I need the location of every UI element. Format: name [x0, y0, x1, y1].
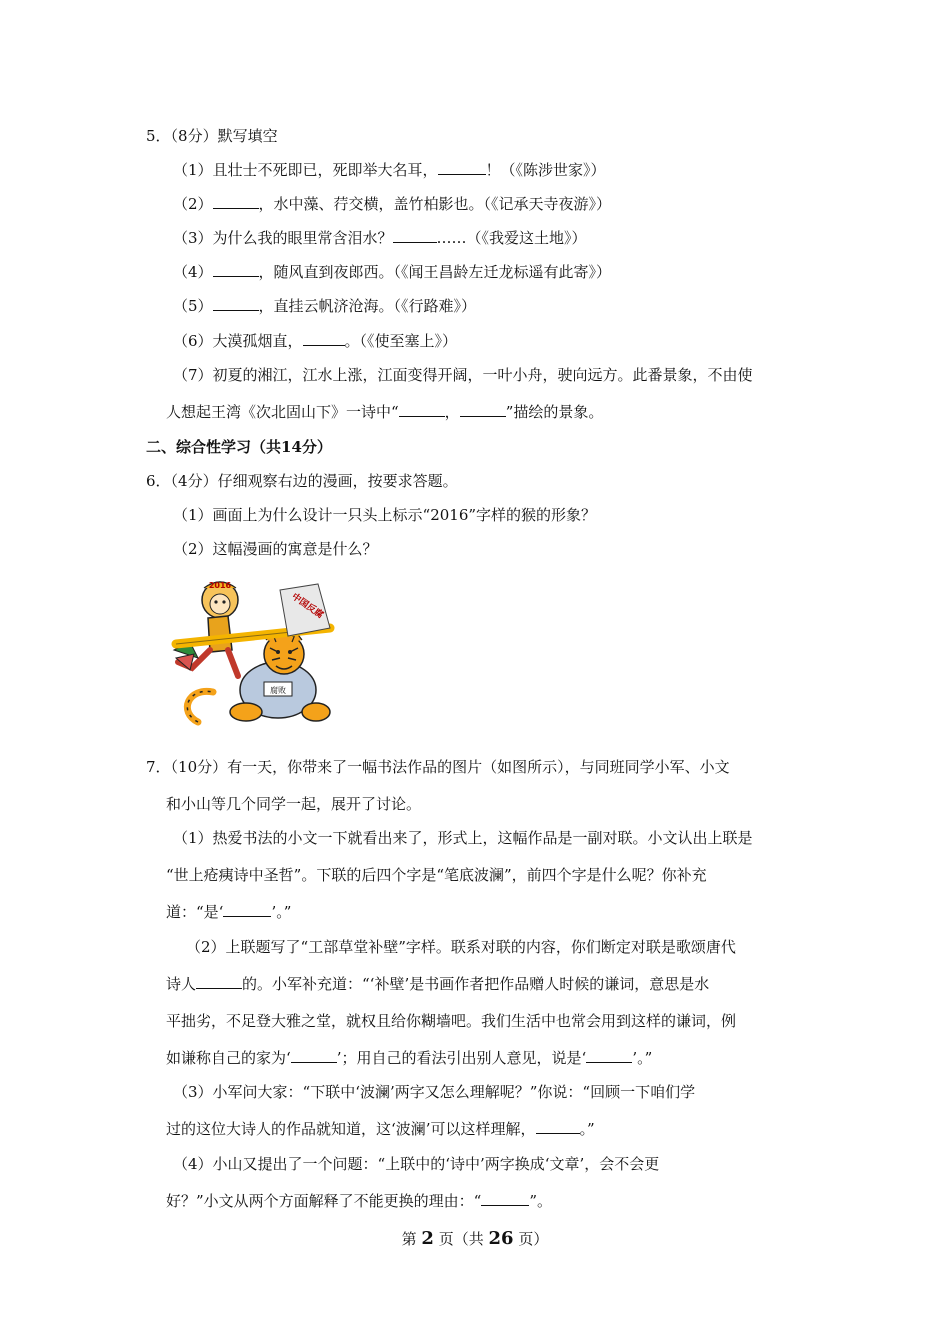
q7-p1-line1: （1）热爱书法的小文一下就看出来了，形式上，这幅作品是一副对联。小文认出上联是	[173, 829, 753, 847]
answer-blank[interactable]	[213, 262, 259, 277]
total-pages: 26	[488, 1228, 514, 1249]
answer-blank[interactable]	[223, 902, 271, 917]
answer-blank[interactable]	[586, 1048, 632, 1063]
q5-item-6: （6）大漠孤烟直， 。（《使至塞上》）	[173, 332, 458, 350]
q5-item-2: （2） ，水中藻、荇交横，盖竹柏影也。（《记承天寺夜游》）	[173, 195, 612, 213]
q5-item-7-line2: 人想起王湾《次北固山下》一诗中“ ， ”描绘的景象。	[166, 403, 604, 421]
q5-item-5: （5） ，直挂云帆济沧海。（《行路难》）	[173, 297, 477, 315]
page-number: 2	[421, 1228, 434, 1249]
q7-p1-line2: “世上疮痍诗中圣哲”。下联的后四个字是“笔底波澜”，前四个字是什么呢？你补充	[166, 866, 707, 884]
q7-p1-line3: 道：“是‘ ’。”	[166, 903, 292, 921]
q6-sub-2: （2）这幅漫画的寓意是什么？	[173, 540, 378, 558]
section-title: 二、综合性学习（共14分）	[146, 438, 332, 456]
q7-p2-line4: 如谦称自己的家为‘ ’；用自己的看法引出别人意见，说是‘ ’。”	[166, 1049, 653, 1067]
q5-item-4: （4） ，随风直到夜郎西。（《闻王昌龄左迁龙标遥有此寄》）	[173, 263, 612, 281]
answer-blank[interactable]	[393, 228, 437, 243]
answer-blank[interactable]	[213, 194, 259, 209]
q7-p3-line1: （3）小军问大家：“下联中‘波澜’两字又怎么理解呢？”你说：“回顾一下咱们学	[173, 1083, 696, 1101]
answer-blank[interactable]	[460, 402, 506, 417]
q7-p4-line1: （4）小山又提出了一个问题：“上联中的‘诗中’两字换成‘文章’，会不会更	[173, 1155, 660, 1173]
q5-item-1: （1）且壮士不死即已，死即举大名耳， ！（《陈涉世家》）	[173, 161, 606, 179]
anti-corruption-stick	[176, 584, 330, 644]
answer-blank[interactable]	[536, 1119, 580, 1134]
answer-blank[interactable]	[291, 1048, 337, 1063]
answer-blank[interactable]	[303, 331, 345, 346]
q7-p3-line2: 过的这位大诗人的作品就知道，这‘波澜’可以这样理解， 。”	[166, 1120, 595, 1138]
q7-p2-line2: 诗人 的。小军补充道：“‘补壁’是书画作者把作品赠人时候的谦词，意思是水	[166, 975, 710, 993]
answer-blank[interactable]	[213, 296, 259, 311]
answer-blank[interactable]	[196, 974, 242, 989]
q6-heading: 6．（4分）仔细观察右边的漫画，按要求答题。	[146, 472, 458, 490]
monkey-figure	[174, 581, 238, 676]
q7-p4-line2: 好？”小文从两个方面解释了不能更换的理由：“ ”。	[166, 1192, 553, 1210]
tiger-label: 腐败	[270, 686, 286, 695]
q5-item-7-line1: （7）初夏的湘江，江水上涨，江面变得开阔，一叶小舟，驶向远方。此番景象，不由使	[173, 366, 753, 384]
q5-item-3: （3）为什么我的眼里常含泪水？ ……（《我爱这土地》）	[173, 229, 587, 247]
answer-blank[interactable]	[399, 402, 445, 417]
tiger-figure	[187, 632, 330, 722]
q7-p2-line1: （2）上联题写了“工部草堂补壁”字样。联系对联的内容，你们断定对联是歌颂唐代	[186, 938, 736, 956]
q7-line1: 7．（10分）有一天，你带来了一幅书法作品的图片（如图所示），与同班同学小军、小文	[146, 758, 730, 776]
q6-sub-1: （1）画面上为什么设计一只头上标示“2016”字样的猴的形象？	[173, 506, 597, 524]
q7-line2: 和小山等几个同学一起，展开了讨论。	[166, 795, 422, 813]
q5-heading: 5．（8分）默写填空	[146, 127, 278, 145]
page-footer: 第 2 页（共 26 页）	[401, 1228, 549, 1249]
monkey-label: 2016	[208, 581, 232, 590]
q7-p2-line3: 平拙劣，不足登大雅之堂，就权且给你糊墙吧。我们生活中也常会用到这样的谦词，例	[166, 1012, 737, 1030]
answer-blank[interactable]	[438, 160, 486, 175]
monkey-tiger-cartoon	[168, 572, 338, 734]
stick-label: 中国反腐	[289, 591, 325, 621]
answer-blank[interactable]	[481, 1191, 529, 1206]
